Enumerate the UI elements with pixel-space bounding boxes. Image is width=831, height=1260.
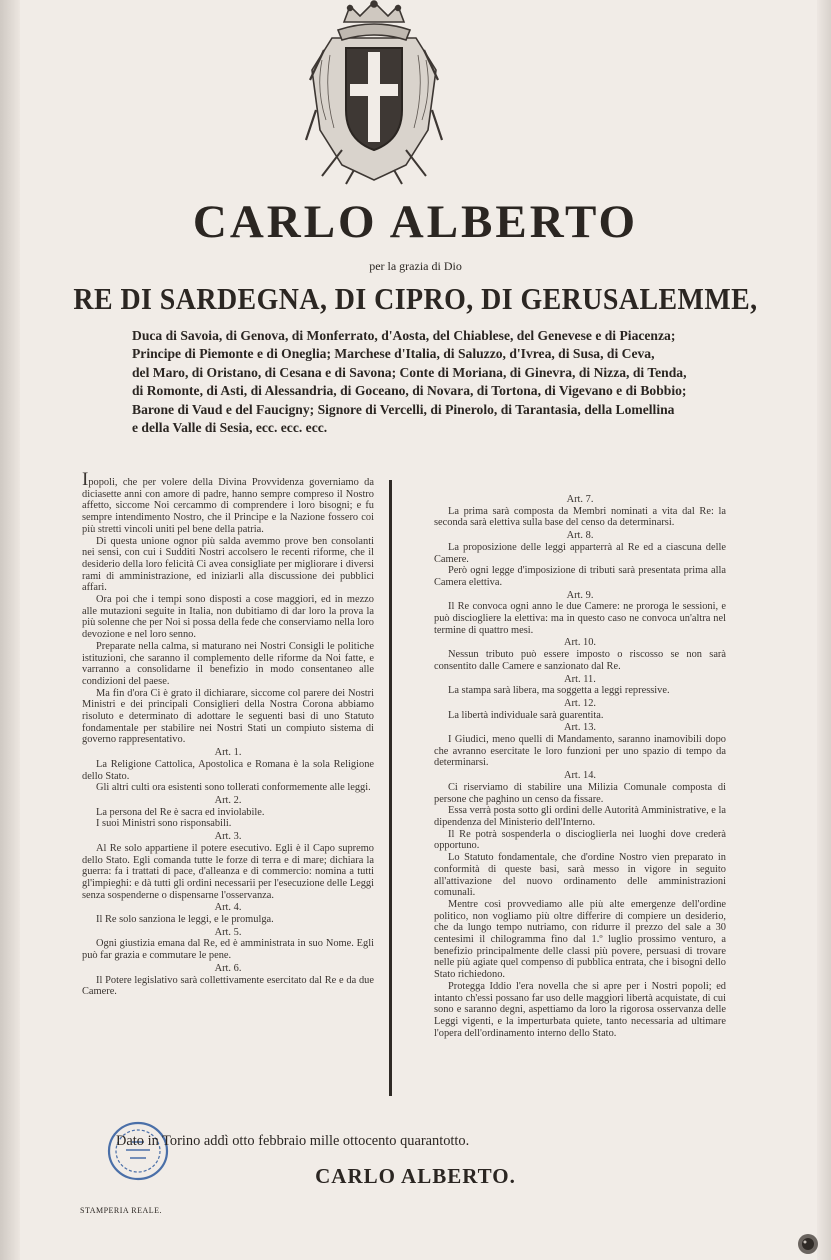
article-paragraph: Essa verrà posta sotto gli ordini delle Autorità Amministrative, e la dipendenza del Ministerio dell'Interno. — [434, 805, 726, 828]
article-paragraph: I suoi Ministri sono risponsabili. — [96, 818, 232, 830]
opening-paragraph-text: popoli, che per volere della Divina Provvidenza governiamo da diciasette anni con amore di padre, hanno sempre compreso il Nostro affetto, siccome Noi cercammo di comprendere i loro bisogni; e fu sempre intendimento Nostro, che il Principe e la Nazione fossero coi più stretti vincoli uniti pel bene della patria. — [82, 477, 374, 535]
article-paragraph: Al Re solo appartiene il potere esecutivo. Egli è il Capo supremo dello Stato. Egli comanda tutte le forze di terra e di mare; dichiara la guerra: fa i trattati di pace, d'alleanza e di commercio: nomina a tutti gl'impieghi: e dà tutti gli ordini necessarii per l'esecuzione delle Leggi senza sospenderne o dispensarne l'osservanza. — [82, 842, 374, 901]
article-heading: Art. 7. — [566, 494, 594, 505]
printer-imprint: STAMPERIA REALE. — [80, 1206, 163, 1215]
article-heading: Art. 5. — [214, 926, 242, 938]
dated-line: Dato in Torino addì otto febbraio mille ottocento quarantotto. — [116, 1133, 470, 1149]
preamble-paragraph: Ma fin d'ora Ci è grato il dichiarare, siccome col parere dei Nostri Ministri e dei principali Consiglieri della Nostra Corona abbiamo risoluto e determinato di adottare le seguenti basi di uno Statuto fondamentale per stabilire nei Nostri Stati un compiuto sistema di governo rappresentativo. — [82, 687, 374, 746]
closing-paragraph: Lo Statuto fondamentale, che d'ordine Nostro vien preparato in conformità di queste basi, sarà messo in vigore in seguito all'attivazione del nuovo ordinamento delle amministrazioni comunali. — [434, 852, 726, 899]
royal-titles-line: Barone di Vaud e del Faucigny; Signore di Vercelli, di Pinerolo, di Tarantasia, della Lomellina — [132, 401, 675, 417]
preamble-paragraph: Di questa unione ognor più salda avemmo prove ben consolanti nei sensi, con cui i Sudditi Nostri accolsero le recenti riforme, che il desiderio della loro felicità Ci avea consigliate per migliorare i diversi rami di amministrazione, ed iniziarli alla discussione dei pubblici affari. — [82, 535, 374, 594]
article-heading: Art. 4. — [214, 902, 242, 914]
kingdoms-title: RE DI SARDEGNA, DI CIPRO, DI GERUSALEMME, — [73, 281, 758, 316]
article-heading: Art. 10. — [563, 637, 597, 649]
main-title: CARLO ALBERTO — [192, 196, 639, 248]
opening-paragraph — [82, 469, 374, 536]
article-paragraph: Gli altri culti ora esistenti sono tollerati conformemente alle leggi. — [96, 782, 371, 794]
savoy-coat-of-arms-emblem — [302, 0, 446, 186]
closing-paragraph: Mentre così provvediamo alle più alte emergenze dell'ordine politico, non vogliamo più oltre differire di compiere un desiderio, che da lungo tempo nutriamo, con ridurre il prezzo del sale a 30 centesimi il chilogramma fino dal 1.º luglio prossimo venturo, a benefizio principalmente delle classi più povere, persuasi di trovare nelle più agiate quel compenso di pubblica entrata, che i bisogni dello Stato richiedono. — [434, 898, 726, 981]
page-edge-left — [0, 0, 20, 1260]
article-heading: Art. 2. — [214, 794, 242, 806]
article-heading: Art. 12. — [563, 697, 597, 709]
article-paragraph: Il Re convoca ogni anno le due Camere: ne proroga le sessioni, e può discioglierе la elettiva: ma in questo caso ne convoca un'altra nel termine di quattro mesi. — [434, 601, 726, 636]
royal-titles-line: Principe di Piemonte e di Oneglia; Marchese d'Italia, di Saluzzo, d'Ivrea, di Susa, di Ceva, — [132, 346, 655, 362]
drop-cap: I — [82, 469, 89, 490]
article-paragraph: La persona del Re è sacra ed inviolabile. — [96, 806, 265, 818]
article-paragraph: I Giudici, meno quelli di Mandamento, saranno inamovibili dopo che avranno esercitate le loro funzioni per uno spazio di tempo da determinarsi. — [434, 734, 726, 769]
closing-paragraph: Protegga Iddio l'era novella che si apre per i Nostri popoli; ed intanto ch'essi possano far uso delle maggiori libertà acquistate, di cui sono e saranno degni, aspettiamo da loro la rigorosa osservanza delle Leggi vigenti, e la imperturbata quiete, tanto necessaria ad ultimare l'opera dell'ordinamento interno dello Stato. — [434, 980, 726, 1039]
article-heading: Art. 14. — [563, 770, 597, 782]
by-grace-of-god-line: per la grazia di Dio — [369, 259, 462, 273]
article-heading: Art. 13. — [563, 722, 597, 734]
article-heading: Art. 11. — [564, 673, 596, 685]
royal-titles-line: di Romonte, di Asti, di Alessandria, di Goceano, di Novara, di Tortona, di Vigevano e di Bobbio; — [132, 383, 687, 399]
article-paragraph: Nessun tributo può essere imposto o riscosso se non sarà consentito dalle Camere e sanzionato dal Re. — [434, 649, 726, 672]
article-paragraph: Il Re potrà sospenderla o discioglierla nei luoghi dove crederà opportuno. — [434, 828, 726, 852]
article-paragraph: Ogni giustizia emana dal Re, ed è amministrata in suo Nome. Egli può far grazia e commutare le pene. — [82, 938, 374, 962]
royal-titles-line: e della Valle di Sesia, ecc. ecc. ecc. — [132, 420, 328, 436]
corner-seal-mark — [796, 1232, 820, 1256]
page-edge-right — [817, 0, 831, 1260]
article-paragraph: Il Re solo sanziona le leggi, e le promulga. — [96, 914, 274, 926]
left-text-column — [82, 469, 374, 998]
article-paragraph: La libertà individuale sarà guarentita. — [448, 709, 604, 721]
right-text-column — [434, 493, 726, 1039]
royal-titles-line: Duca di Savoia, di Genova, di Monferrato, d'Aosta, del Chiablese, del Genevese e di Piacenza; — [132, 328, 676, 343]
article-paragraph: La proposizione delle leggi apparterrà al Re ed a ciascuna delle Camere. — [434, 541, 726, 565]
article-heading: Art. 9. — [566, 589, 594, 601]
article-paragraph: Però ogni legge d'imposizione di tributi sarà presentata prima alla Camera elettiva. — [434, 565, 726, 588]
article-paragraph: La Religione Cattolica, Apostolica e Romana è la sola Religione dello Stato. — [82, 758, 374, 782]
article-paragraph: Il Potere legislativo sarà collettivamente esercitato dal Re e da due Camere. — [82, 974, 374, 998]
preamble-paragraph: Ora poi che i tempi sono disposti a cose maggiori, ed in mezzo alle mutazioni seguite in Italia, non dubitiamo di dar loro la prova la più solenne che per Noi si possa della fede che conserviamo nella loro devozione e nel loro senno. — [82, 594, 374, 641]
article-heading: Art. 6. — [214, 962, 242, 974]
preamble-paragraph: Preparate nella calma, si maturano nei Nostri Consigli le politiche istituzioni, che saranno il complemento delle riforme da Noi fatte, e varranno a consolidarne il benefizio in modo consentaneo alle condizioni del paese. — [82, 640, 374, 687]
signature: CARLO ALBERTO. — [315, 1164, 516, 1188]
article-heading: Art. 1. — [214, 747, 242, 759]
royal-titles-line: del Maro, di Oristano, di Cesana e di Savona; Conte di Moriana, di Ginevra, di Nizza, di Tenda, — [132, 364, 687, 380]
column-divider-rule — [389, 480, 392, 1096]
article-paragraph: La stampa sarà libera, ma soggetta a leggi repressive. — [448, 685, 670, 697]
article-heading: Art. 3. — [214, 831, 242, 843]
article-heading: Art. 8. — [566, 530, 594, 542]
article-paragraph: La prima sarà composta da Membri nominati a vita dal Re: la seconda sarà elettiva sulla base del censo da determinarsi. — [434, 505, 726, 529]
article-paragraph: Ci riserviamo di stabilire una Milizia Comunale composta di persone che paghino un censo da fissare. — [434, 781, 726, 805]
royal-titles-block — [132, 327, 728, 437]
